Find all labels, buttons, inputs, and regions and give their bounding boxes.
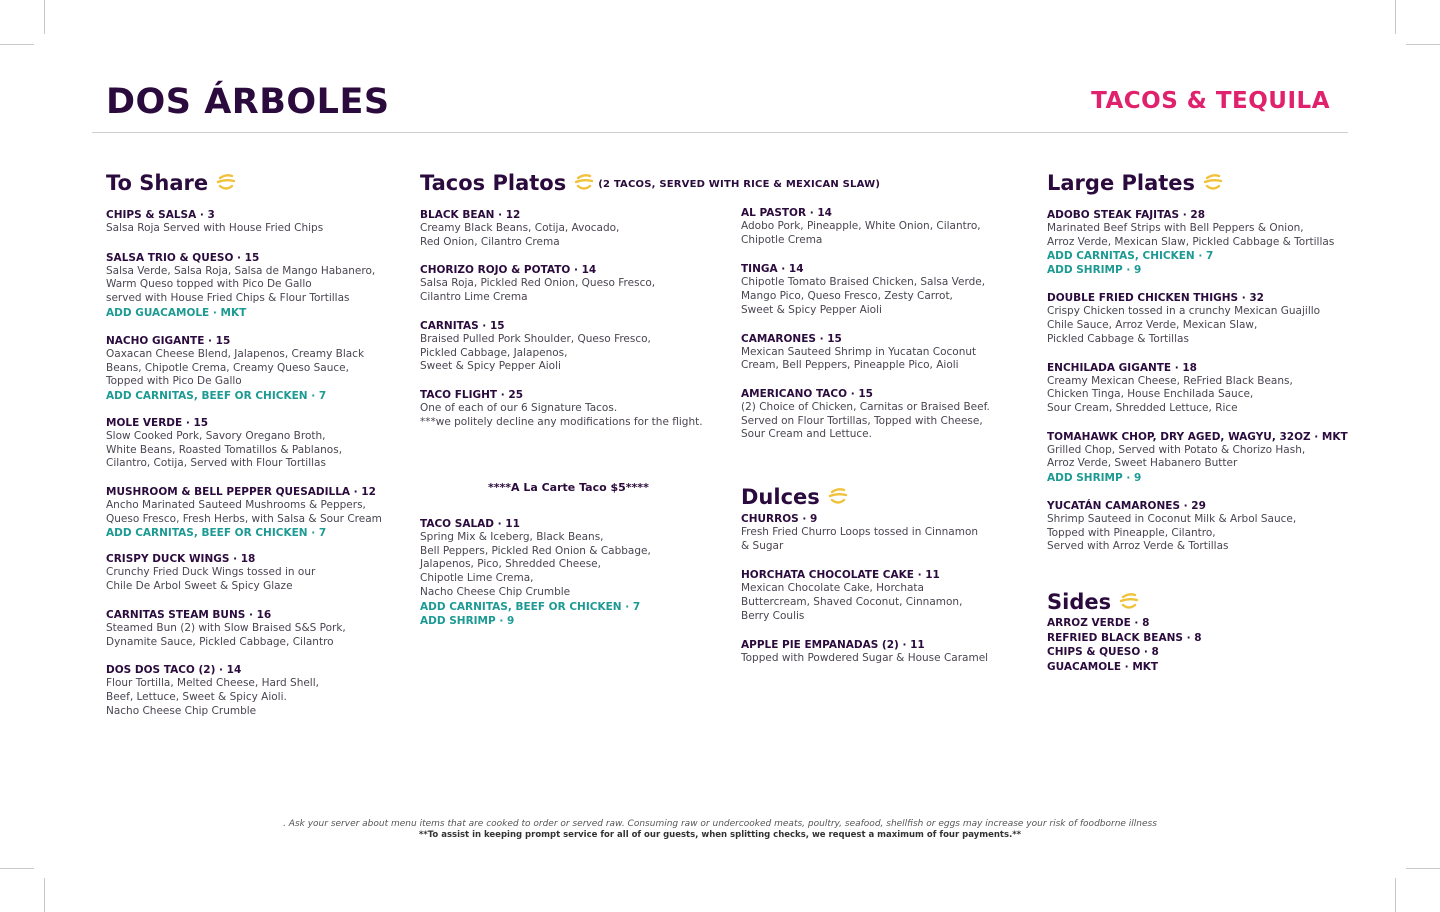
crop-mark [1406,44,1440,45]
menu-item-description: Beans, Chipotle Crema, Creamy Queso Sauce, [106,361,349,374]
menu-item-description: Salsa Roja, Pickled Red Onion, Queso Fresco, [420,277,656,290]
menu-item [106,208,382,236]
to-share-list [106,208,382,732]
menu-item-name: DOS DOS TACO (2) · 14 [106,664,242,677]
menu-item-description: Sour Cream, Shredded Lettuce, Rice [1047,401,1238,414]
menu-item [1047,208,1348,277]
menu-item-description: Mexican Chocolate Cake, Horchata [741,582,924,595]
menu-item-name: CARNITAS · 15 [420,319,505,332]
side-item: GUACAMOLE · MKT [1047,660,1159,673]
menu-item-name: CHIPS & SALSA · 3 [106,209,215,221]
menu-item-description: Cilantro, Cotija, Served with Flour Tortillas [106,457,326,470]
menu-item-description: ***we politely decline any modifications for the flight. [420,415,703,428]
menu-item [741,387,990,442]
menu-item-name: CAMARONES · 15 [741,332,842,345]
menu-item-description: Topped with Powdered Sugar & House Caramel [741,651,989,664]
menu-item-name: MUSHROOM & BELL PEPPER QUESADILLA · 12 [106,486,376,499]
spoon-icon [1119,591,1139,611]
section-title-text: Sides [1047,590,1112,614]
menu-item-description: Mango Pico, Queso Fresco, Zesty Carrot, [741,290,953,303]
section-title-text: Dulces [741,485,820,509]
menu-item-name: CRISPY DUCK WINGS · 18 [106,553,256,566]
menu-item-name: YUCATÁN CAMARONES · 29 [1047,500,1206,513]
menu-item-description: Topped with Pineapple, Cilantro, [1047,526,1216,539]
menu-item-addon: ADD GUACAMOLE · MKT [106,306,247,319]
menu-item-name: ADOBO STEAK FAJITAS · 28 [1047,209,1206,221]
section-title-tacos-platos [420,170,880,198]
menu-item-description: Chipotle Tomato Braised Chicken, Salsa Verde, [741,276,986,289]
sides-list [1047,616,1202,674]
menu-item-description: Slow Cooked Pork, Savory Oregano Broth, [106,429,326,442]
tacos-list-a [420,208,703,443]
crop-mark [0,44,34,45]
menu-item-description: Dynamite Sauce, Pickled Cabbage, Cilantro [106,635,334,648]
menu-item-name: CHURROS · 9 [741,513,818,525]
spoon-icon [1203,172,1223,192]
crop-mark [0,868,34,869]
menu-item-description: Topped with Pico De Gallo [106,375,242,388]
menu-item-description: Chipotle Crema [741,233,823,246]
menu-item-name: TACO SALAD · 11 [420,518,520,530]
menu-item [741,638,988,666]
tacos-list-b [741,206,990,456]
menu-item-description: Beef, Lettuce, Sweet & Spicy Aioli. [106,690,287,703]
taco-salad [420,517,651,628]
menu-item-name: AMERICANO TACO · 15 [741,387,873,400]
menu-item [741,332,990,373]
menu-item-description: Spring Mix & Iceberg, Black Beans, [420,531,604,543]
menu-item-name: TINGA · 14 [741,263,804,276]
spoon-icon [574,172,594,192]
menu-item-addon: ADD CARNITAS, CHICKEN · 7 [1047,250,1214,263]
menu-item-description: Braised Pulled Pork Shoulder, Queso Fresco, [420,332,651,345]
header-divider [92,132,1348,133]
menu-item-description: Berry Coulis [741,609,805,622]
menu-item-addon: ADD CARNITAS, BEEF OR CHICKEN · 7 [106,527,327,540]
menu-item-description: Arroz Verde, Sweet Habanero Butter [1047,457,1238,470]
crop-mark [1406,868,1440,869]
menu-item-name: APPLE PIE EMPANADAS (2) · 11 [741,638,925,651]
side-item: CHIPS & QUESO · 8 [1047,646,1159,658]
section-title-dulces [741,484,848,510]
menu-item-description: (2) Choice of Chicken, Carnitas or Braised Beef. [741,400,990,413]
menu-item [741,262,990,317]
restaurant-name: DOS ÁRBOLES [106,82,390,122]
menu-item-description: Nacho Cheese Chip Crumble [420,585,571,598]
menu-item-description: Pickled Cabbage & Tortillas [1047,332,1189,345]
menu-item [1047,291,1348,346]
menu-item-description: Served on Flour Tortillas, Topped with Cheese, [741,414,983,427]
crop-mark [1395,878,1396,912]
menu-item-name: NACHO GIGANTE · 15 [106,334,231,347]
a-la-carte-note: ****A La Carte Taco $5**** [488,481,649,494]
menu-item-description: Grilled Chop, Served with Potato & Chorizo Hash, [1047,443,1306,456]
payment-policy: **To assist in keeping prompt service for all of our guests, when splitting checks, we request a maximum of four payments.** [418,830,1022,840]
menu-item-addon: ADD SHRIMP · 9 [1047,264,1142,277]
menu-item [1047,361,1348,416]
crop-mark [44,0,45,34]
menu-item-description: Sour Cream and Lettuce. [741,428,872,441]
menu-item [106,416,382,471]
menu-item-description: Salsa Roja Served with House Fried Chips [106,222,324,234]
menu-item-name: DOUBLE FRIED CHICKEN THIGHS · 32 [1047,292,1264,305]
menu-item [1047,499,1348,554]
menu-item-name: AL PASTOR · 14 [741,207,832,219]
menu-item-description: Served with Arroz Verde & Tortillas [1047,540,1229,553]
menu-item [420,263,703,304]
menu-item-description: Oaxacan Cheese Blend, Jalapenos, Creamy Black [106,347,365,360]
menu-item-description: Steamed Bun (2) with Slow Braised S&S Pork, [106,621,346,634]
menu-item-description: Flour Tortilla, Melted Cheese, Hard Shell, [106,677,319,690]
menu-item-description: Mexican Sauteed Shrimp in Yucatan Coconut [741,345,977,358]
menu-item-description: One of each of our 6 Signature Tacos. [420,401,618,414]
menu-item [1047,430,1348,485]
menu-item-description: Chile Sauce, Arroz Verde, Mexican Slaw, [1047,319,1258,332]
dulces-list [741,512,988,679]
menu-item-description: Salsa Verde, Salsa Roja, Salsa de Mango Habanero, [106,264,376,277]
menu-item-description: Creamy Black Beans, Cotija, Avocado, [420,222,620,234]
menu-item-description: Queso Fresco, Fresh Herbs, with Salsa & Sour Cream [106,512,382,525]
menu-item-description: White Beans, Roasted Tomatillos & Pablanos, [106,443,343,456]
menu-item-description: Ancho Marinated Sauteed Mushrooms & Peppers, [106,499,366,512]
menu-item-description: Nacho Cheese Chip Crumble [106,704,257,717]
section-title-to-share [106,170,236,196]
crop-mark [44,878,45,912]
menu-item-description: Fresh Fried Churro Loops tossed in Cinnamon [741,526,979,538]
menu-item-description: Cilantro Lime Crema [420,291,528,304]
menu-item [741,206,990,247]
menu-item-addon: ADD SHRIMP · 9 [420,614,515,627]
menu-item-name: CHORIZO ROJO & POTATO · 14 [420,264,597,277]
menu-item-name: TOMAHAWK CHOP, DRY AGED, WAGYU, 32OZ · MKT [1047,430,1348,443]
menu-item [420,208,703,249]
menu-item-name: CARNITAS STEAM BUNS · 16 [106,608,272,621]
section-title-text: Large Plates [1047,171,1196,195]
menu-item-description: Shrimp Sauteed in Coconut Milk & Arbol Sauce, [1047,513,1297,526]
menu-item [741,512,988,553]
menu-item-description: Buttercream, Shaved Coconut, Cinnamon, [741,596,963,609]
menu-item [106,485,382,540]
section-title-large-plates [1047,170,1223,196]
menu-item [741,568,988,623]
restaurant-tagline: TACOS & TEQUILA [1091,88,1330,114]
menu-item [106,663,382,718]
menu-item-description: Sweet & Spicy Pepper Aioli [741,303,882,316]
menu-item-name: TACO FLIGHT · 25 [420,388,524,401]
menu-item-description: Jalapenos, Pico, Shredded Cheese, [420,558,601,571]
side-item: ARROZ VERDE · 8 [1047,617,1150,629]
menu-item-description: Creamy Mexican Cheese, ReFried Black Beans, [1047,374,1293,387]
menu-item-description: Crunchy Fried Duck Wings tossed in our [106,566,316,579]
section-note: (2 TACOS, SERVED WITH RICE & MEXICAN SLAW) [598,179,881,190]
menu-item-description: Sweet & Spicy Pepper Aioli [420,360,561,373]
menu-item-name: BLACK BEAN · 12 [420,209,521,221]
menu-item [420,517,651,628]
menu-item-description: Cream, Bell Peppers, Pineapple Pico, Aioli [741,359,959,372]
menu-item-description: Red Onion, Cilantro Crema [420,235,560,248]
menu-item-description: Chipotle Lime Crema, [420,572,534,585]
menu-item-name: HORCHATA CHOCOLATE CAKE · 11 [741,569,940,582]
menu-item [106,552,382,593]
menu-item-name: MOLE VERDE · 15 [106,416,209,429]
menu-item-name: SALSA TRIO & QUESO · 15 [106,251,260,264]
menu-item [420,388,703,429]
menu-item [106,608,382,649]
menu-item-addon: ADD SHRIMP · 9 [1047,472,1142,485]
menu-item-name: ENCHILADA GIGANTE · 18 [1047,361,1197,374]
crop-mark [1395,0,1396,34]
section-title-sides [1047,589,1139,615]
raw-food-disclaimer: . Ask your server about menu items that are cooked to order or served raw. Consuming raw or undercooked meats, poultry, seafood, shellfish or eggs may increase your risk of foodborne illness [283,819,1157,829]
side-item: REFRIED BLACK BEANS · 8 [1047,631,1202,644]
menu-item-description: Marinated Beef Strips with Bell Peppers & Onion, [1047,222,1304,234]
menu-item-description: & Sugar [741,539,784,552]
menu-item-description: Bell Peppers, Pickled Red Onion & Cabbage, [420,544,651,557]
menu-item-description: served with House Fried Chips & Flour Tortillas [106,292,350,305]
menu-item-description: Pickled Cabbage, Jalapenos, [420,346,568,359]
menu-item-description: Crispy Chicken tossed in a crunchy Mexican Guajillo [1047,305,1321,318]
menu-item [420,319,703,374]
section-title-text: Tacos Platos [420,171,567,195]
spoon-icon [828,486,848,506]
menu-item-addon: ADD CARNITAS, BEEF OR CHICKEN · 7 [420,600,641,613]
menu-item [106,251,382,320]
menu-item-description: Chicken Tinga, House Enchilada Sauce, [1047,388,1254,401]
menu-item-addon: ADD CARNITAS, BEEF OR CHICKEN · 7 [106,389,327,402]
menu-item-description: Arroz Verde, Mexican Slaw, Pickled Cabbage & Tortillas [1047,235,1335,248]
menu-item-description: Warm Queso topped with Pico De Gallo [106,278,312,291]
section-title-text: To Share [106,171,209,195]
menu-item-description: Adobo Pork, Pineapple, White Onion, Cilantro, [741,220,981,232]
menu-item [106,334,382,403]
large-plates-list [1047,208,1348,568]
menu-item-description: Chile De Arbol Sweet & Spicy Glaze [106,580,293,593]
spoon-icon [216,172,236,192]
